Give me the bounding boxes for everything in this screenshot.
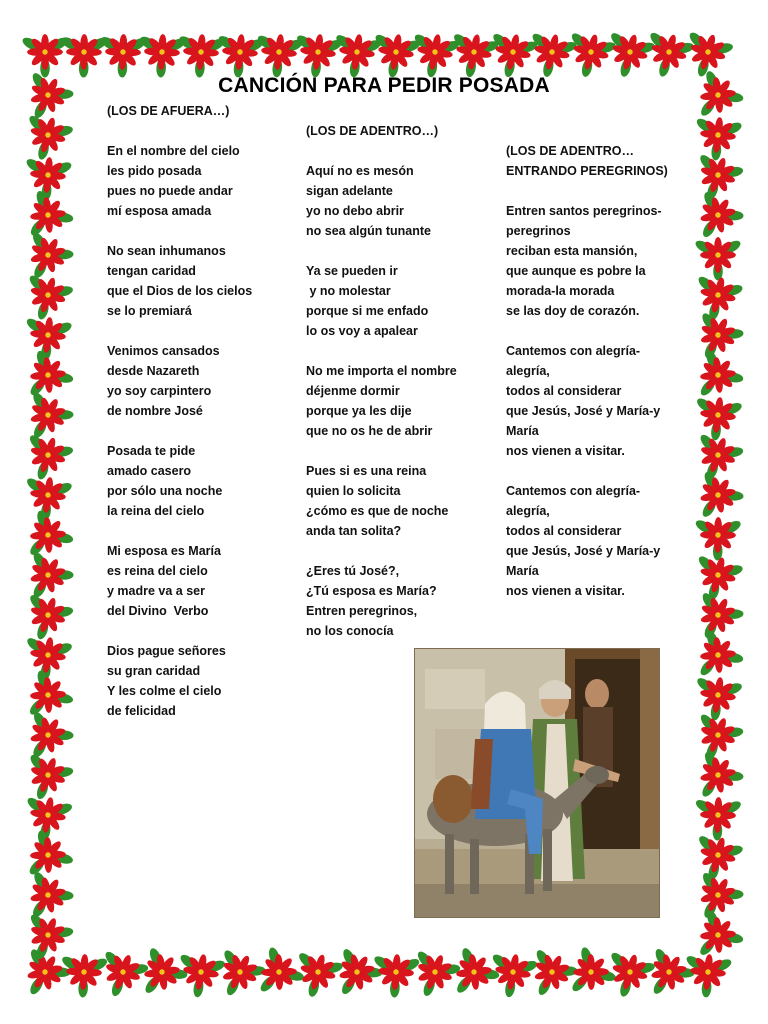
stanza-gap (506, 461, 668, 481)
verse-line: morada-la morada (506, 284, 615, 298)
verse-line: lo os voy a apalear (306, 324, 418, 338)
poinsettia-icon (403, 947, 464, 1005)
verse-line: alegría, (506, 364, 550, 378)
verse-line: Ya se pueden ir (306, 264, 398, 278)
stanza-gap (107, 321, 252, 341)
poinsettia-icon (21, 474, 75, 523)
poinsettia-icon (683, 626, 748, 691)
poinsettia-icon (17, 430, 77, 486)
stanza-gap (107, 221, 252, 241)
poinsettia-icon (693, 517, 743, 561)
verse-line: que Jesús, José y María-y (506, 544, 661, 558)
verse-line: del Divino Verbo (107, 604, 209, 618)
verse-line: pues no puede andar (107, 184, 233, 198)
verse-line: Posada te pide (107, 444, 196, 458)
poinsettia-icon (693, 796, 743, 841)
verse-line: déjenme dormir (306, 384, 400, 398)
verse-line: ¿cómo es que de noche (306, 504, 449, 518)
verse-line: alegría, (506, 504, 550, 518)
verse-line: Dios pague señores (107, 644, 226, 658)
verse-line: que Jesús, José y María-y (506, 404, 661, 418)
stanza-gap (506, 181, 668, 201)
stanza-gap (306, 441, 457, 461)
stanza-gap (107, 121, 252, 141)
verse-heading: (LOS DE ADENTRO…) (306, 124, 439, 138)
verse-line: por sólo una noche (107, 484, 223, 498)
verse-line: que no os he de abrir (306, 424, 433, 438)
poinsettia-icon (14, 707, 78, 769)
verse-line: porque si me enfado (306, 304, 429, 318)
verse-heading: ENTRANDO PEREGRINOS) (506, 164, 668, 178)
verse-line: tengan caridad (107, 264, 196, 278)
verse-line: la reina del cielo (107, 504, 205, 518)
verse-line: de nombre José (107, 404, 203, 418)
poinsettia-icon (690, 674, 744, 724)
verse-line: todos al considerar (506, 384, 622, 398)
verse-line: En el nombre del cielo (107, 144, 240, 158)
painting-illustration (415, 649, 659, 917)
poinsettia-icon (91, 947, 152, 1004)
verse-line: yo soy carpintero (107, 384, 212, 398)
verse-line: es reina del cielo (107, 564, 208, 578)
verse-line: amado casero (107, 464, 192, 478)
verse-line: Mi esposa es María (107, 544, 221, 558)
verse-line: que aunque es pobre la (506, 264, 646, 278)
poinsettia-icon (683, 346, 748, 410)
verse-heading: (LOS DE AFUERA…) (107, 104, 230, 118)
verse-line: que el Dios de los cielos (107, 284, 253, 298)
poinsettia-icon (17, 271, 76, 327)
stanza-gap (506, 321, 668, 341)
verse-line: Entren peregrinos, (306, 604, 418, 618)
poinsettia-icon (694, 237, 743, 280)
poinsettia-icon (21, 315, 74, 363)
verse-line: quien lo solicita (306, 484, 401, 498)
verse-line: Cantemos con alegría- (506, 484, 641, 498)
verse-line: reciban esta mansión, (506, 244, 638, 258)
stanza-gap (107, 621, 252, 641)
poinsettia-icon (691, 115, 744, 163)
verse-line: No me importa el nombre (306, 364, 457, 378)
poinsettia-icon (21, 155, 74, 202)
verse-line: de felicidad (107, 704, 176, 718)
verse-line: Entren santos peregrinos- (506, 204, 662, 218)
poinsettia-icon (14, 388, 78, 450)
stanza-gap (306, 541, 457, 561)
verse-line: nos vienen a visitar. (506, 444, 625, 458)
stanza-gap (107, 521, 252, 541)
verse-column-adentro (306, 121, 457, 641)
verse-line: peregrinos (506, 224, 571, 238)
verse-line: María (506, 564, 539, 578)
verse-line: no los conocía (306, 624, 394, 638)
verse-line: Pues si es una reina (306, 464, 427, 478)
verse-line: desde Nazareth (107, 364, 200, 378)
poinsettia-icon (291, 31, 345, 80)
verse-line: y madre va a ser (107, 584, 205, 598)
poinsettia-icon (20, 634, 74, 684)
verse-line: No sean inhumanos (107, 244, 226, 258)
verse-line: Cantemos con alegría- (506, 344, 641, 358)
poinsettia-icon (14, 228, 78, 289)
verse-line: ¿Tú esposa es María? (306, 584, 437, 598)
verse-line: todos al considerar (506, 524, 622, 538)
stanza-gap (306, 341, 457, 361)
stanza-gap (306, 241, 457, 261)
verse-line: Y les colme el cielo (107, 684, 222, 698)
verse-line: sigan adelante (306, 184, 393, 198)
verse-line: Aquí no es mesón (306, 164, 414, 178)
verse-line: su gran caridad (107, 664, 201, 678)
poinsettia-icon (16, 750, 77, 807)
verse-line: anda tan solita? (306, 524, 402, 538)
verse-line: no sea algún tunante (306, 224, 432, 238)
verse-line: y no molestar (306, 284, 391, 298)
page-title: CANCIÓN PARA PEDIR POSADA (218, 74, 550, 97)
verse-line: María (506, 424, 539, 438)
stanza-gap (306, 141, 457, 161)
verse-line: porque ya les dije (306, 404, 412, 418)
verse-column-afuera (107, 101, 252, 721)
poinsettia-icon (14, 867, 78, 930)
verse-line: se las doy de corazón. (506, 304, 640, 318)
poinsettia-icon (17, 590, 77, 647)
verse-column-peregrinos (506, 141, 668, 601)
verse-line: ¿Eres tú José?, (306, 564, 400, 578)
poinsettia-icon (17, 111, 76, 166)
verse-line: mí esposa amada (107, 204, 212, 218)
poinsettia-icon (20, 794, 75, 844)
verse-line: nos vienen a visitar. (506, 584, 625, 598)
verse-line: yo no debo abrir (306, 204, 404, 218)
verse-line: se lo premiará (107, 304, 192, 318)
verse-heading: (LOS DE ADENTRO… (506, 144, 635, 158)
poinsettia-icon (14, 547, 78, 609)
verse-line: les pido posada (107, 164, 202, 178)
poinsettia-icon (691, 394, 745, 443)
verse-line: Venimos cansados (107, 344, 220, 358)
holy-family-on-donkey-image (414, 648, 660, 918)
stanza-gap (107, 421, 252, 441)
